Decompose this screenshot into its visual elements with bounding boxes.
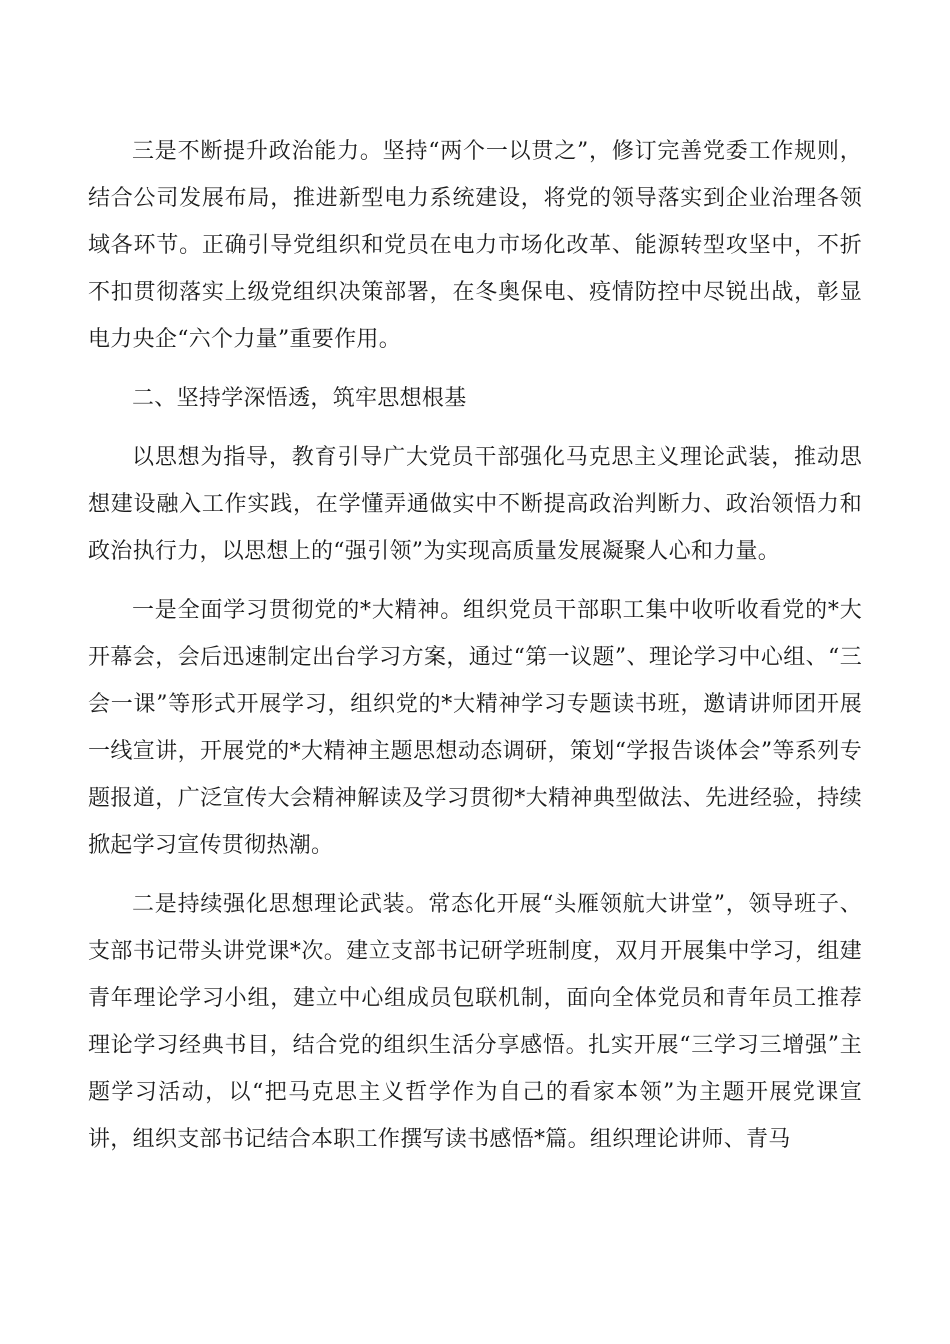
document-page	[88, 128, 862, 1163]
paragraph-political-capability: 三是不断提升政治能力。坚持“两个一以贯之”，修订完善党委工作规则，结合公司发展布局，推进新型电力系统建设，将党的领导落实到企业治理各领域各环节。正确引导党组织和党员在电力市场化改革、能源转型攻坚中，不折不扣贯彻落实上级党组织决策部署，在冬奥保电、疫情防控中尽锐出战，彰显电力央企“六个力量”重要作用。	[88, 139, 862, 352]
section-heading-2: 二、坚持学深悟透，筑牢思想根基	[132, 386, 467, 411]
paragraph-study-congress-spirit: 一是全面学习贯彻党的*大精神。组织党员干部职工集中收听收看党的*大开幕会，会后迅速制定出台学习方案，通过“第一议题”、理论学习中心组、“三会一课”等形式开展学习，组织党的*大精神学习专题读书班，邀请讲师团开展一线宣讲，开展党的*大精神主题思想动态调研，策划“学报告谈体会”等系列专题报道，广泛宣传大会精神解读及学习贯彻*大精神典型做法、先进经验，持续掀起学习宣传贯彻热潮。	[88, 598, 862, 858]
paragraph-thought-guidance: 以思想为指导，教育引导广大党员干部强化马克思主义理论武装，推动思想建设融入工作实践，在学懂弄通做实中不断提高政治判断力、政治领悟力和政治执行力，以思想上的“强引领”为实现高质量发展凝聚人心和力量。	[88, 445, 862, 564]
paragraph-theory-armament: 二是持续强化思想理论武装。常态化开展“头雁领航大讲堂”，领导班子、支部书记带头讲党课*次。建立支部书记研学班制度，双月开展集中学习，组建青年理论学习小组，建立中心组成员包联机制，面向全体党员和青年员工推荐理论学习经典书目，结合党的组织生活分享感悟。扎实开展“三学习三增强”主题学习活动，以“把马克思主义哲学作为自己的看家本领”为主题开展党课宣讲，组织支部书记结合本职工作撰写读书感悟*篇。组织理论讲师、青马	[88, 892, 862, 1152]
